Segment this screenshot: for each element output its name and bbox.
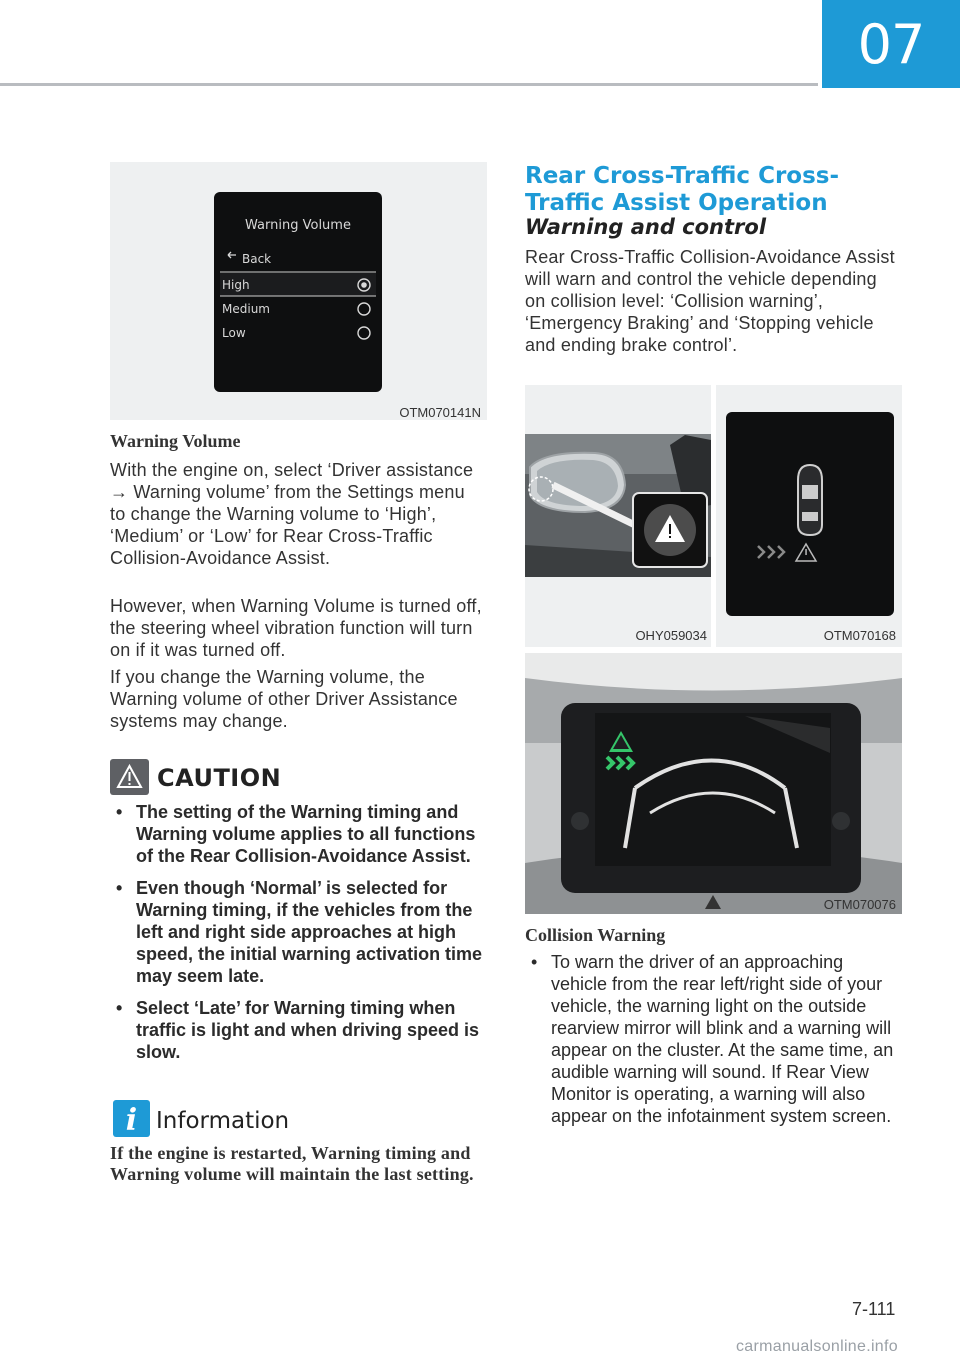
caution-item-1: The setting of the Warning timing and Warning volume applies to all functions of the Rear Collision-Avoidance Assist. [136,802,476,866]
figure-mirror-warning [525,385,711,647]
list-item: • Select ‘Late’ for Warning timing when traffic is light and when driving speed is slow. [116,998,480,1062]
infotainment-warning-illustration [525,653,902,914]
option-high: High [222,278,250,292]
page-number: 7-111 [852,1299,896,1319]
collision-warning-list [525,951,895,1137]
warning-volume-para-3: If you change the Warning volume, the Warning volume of other Driver Assistance systems may change. [110,667,458,731]
screen-back: Back [242,252,272,266]
list-item: • Even though ‘Normal’ is selected for Warning timing, if the vehicles from the left and right side approaches at high speed, the initial warning activation time may seem late. [116,878,483,986]
warning-volume-para-1: With the engine on, select ‘Driver assistance → Warning volume’ from the Settings menu to change the Warning volume to ‘High’, ‘Medium’ or ‘Low’ for Rear Cross-Traffic Collision-Avoidance Assist. [110,460,474,568]
warning-volume-screen-illustration [110,162,487,420]
warning-control-intro: Rear Cross-Traffic Collision-Avoidance Assist will warn and control the vehicle depending on collision level: ‘Collision warning’, ‘Emergency Braking’ and ‘Stopping vehicle and ending brake control’. [525,247,895,355]
section-title: Rear Cross-Traffic Cross-Traffic Assist Operation [525,163,840,216]
mirror-warning-illustration [525,385,711,625]
option-medium: Medium [222,302,270,316]
chapter-tab: 07 [822,0,960,88]
information-text: If the engine is restarted, Warning timing and Warning volume will maintain the last setting. [110,1143,474,1184]
figure-cluster-warning [716,385,902,647]
section-subtitle: Warning and control [525,215,767,239]
figure-infotainment-warning [525,653,902,914]
collision-warning-heading: Collision Warning [525,925,666,945]
watermark: carmanualsonline.info [736,1338,898,1355]
header-rule [0,83,818,86]
caution-title: CAUTION [157,764,282,792]
figure-caption: OTM070076 [823,897,896,912]
collision-warning-item-1: To warn the driver of an approaching vehicle from the rear left/right side of your vehicle, the warning light on the outside rearview mirror will blink and a warning will appear on the cluster. At the same time, an audible warning will sound. If Rear View Monitor is operating, a warning will also appear on the infotainment system screen. [551,952,894,1126]
information-icon [113,1100,150,1137]
list-item: • The setting of the Warning timing and Warning volume applies to all functions of the Rear Collision-Avoidance Assist. [116,802,476,866]
caution-icon [110,759,149,795]
cluster-warning-illustration [716,385,902,625]
caution-item-3: Select ‘Late’ for Warning timing when traffic is light and when driving speed is slow. [136,998,480,1062]
warning-volume-para-2: However, when Warning Volume is turned off, the steering wheel vibration function will turn on if it was turned off. [110,596,482,660]
list-item: • To warn the driver of an approaching vehicle from the rear left/right side of your vehicle, the warning light on the outside rearview mirror will blink and a warning will appear on the cluster. At the same time, an audible warning will sound. If Rear View Monitor is operating, a warning will also appear on the infotainment system screen. [531,952,894,1126]
figure-caption: OHY059034 [635,628,707,643]
caution-list [110,801,490,1073]
figure-caption: OTM070141N [399,405,481,420]
information-title: Information [156,1108,290,1134]
screen-title: Warning Volume [245,218,351,233]
figure-caption: OTM070168 [823,628,896,643]
figure-warning-volume [110,162,487,420]
caution-item-2: Even though ‘Normal’ is selected for Warning timing, if the vehicles from the left and right side approaches at high speed, the initial warning activation time may seem late. [136,878,483,986]
svg-text:i: i [125,1103,138,1137]
option-low: Low [222,326,246,340]
warning-volume-heading: Warning Volume [110,431,241,451]
